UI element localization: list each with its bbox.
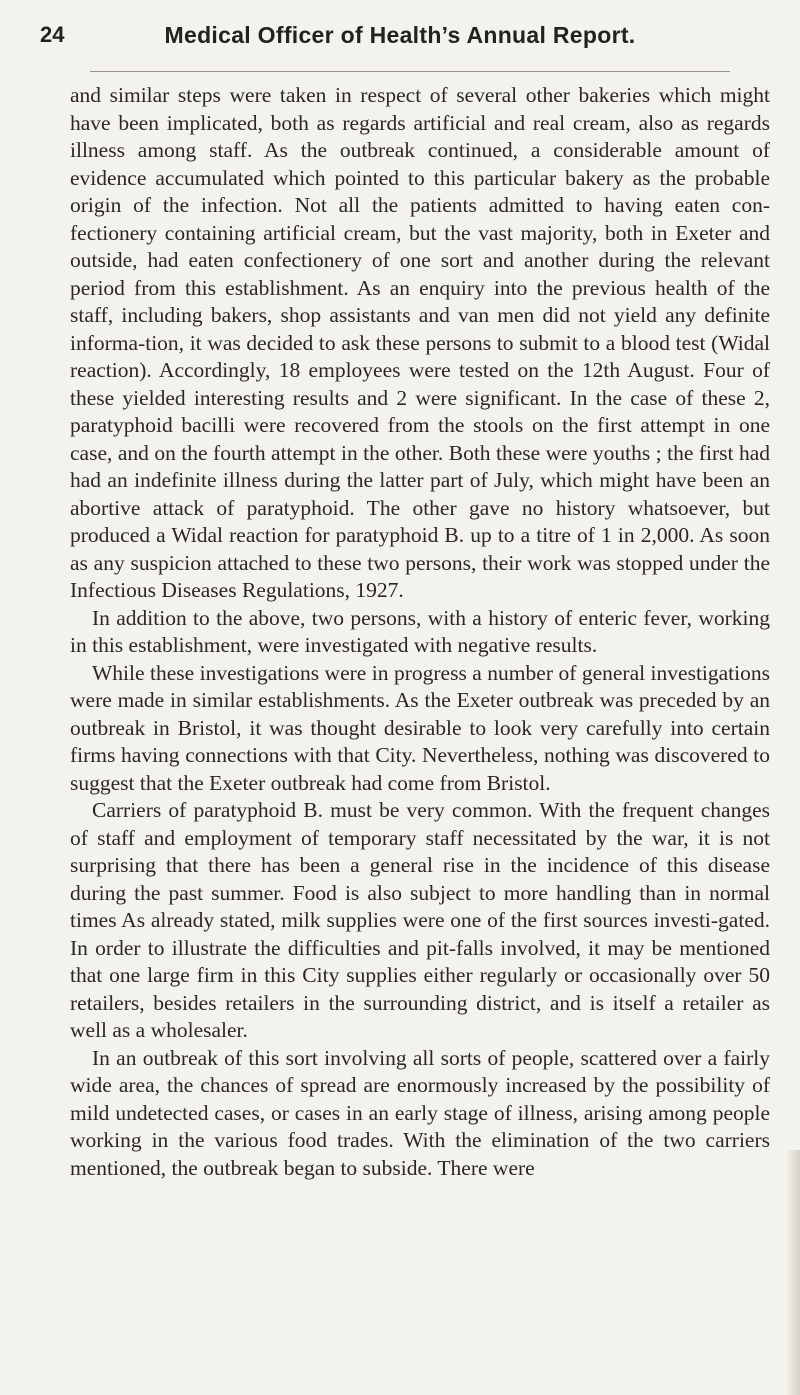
page-edge-shadow bbox=[786, 1150, 800, 1395]
paragraph-continuation: and similar steps were taken in respect of several other bakeries which might have been implicated, both as regards artificial and real cream, also as regards illness among staff. As the outbreak continued, a considerable amount of evidence accumulated which pointed to this particular bakery as the probable origin of the infection. Not all the patients admitted to having eaten con-fectionery containing artificial cream, but the vast majority, both in Exeter and outside, had eaten confectionery of one sort and another during the relevant period from this establishment. As an enquiry into the previous health of the staff, including bakers, shop assistants and van men did not yield any definite informa-tion, it was decided to ask these persons to submit to a blood test (Widal reaction). Accordingly, 18 employees were tested on the 12th August. Four of these yielded interesting results and 2 were significant. In the case of these 2, paratyphoid bacilli were recovered from the stools on the first attempt in one case, and on the fourth attempt in the other. Both these were youths ; the first had had an indefinite illness during the latter part of July, which might have been an abortive attack of paratyphoid. The other gave no history whatsoever, but produced a Widal reaction for paratyphoid B. up to a titre of 1 in 2,000. As soon as any suspicion attached to these two persons, their work was stopped under the Infectious Diseases Regulations, 1927. bbox=[70, 83, 770, 602]
page-number: 24 bbox=[40, 22, 65, 47]
header-rule bbox=[90, 71, 730, 72]
paragraph-outbreak-spread: In an outbreak of this sort involving all sorts of people, scattered over a fairly wide area, the chances of spread are enormously increased by the possibility of mild undetected cases, or cases in an early stage of illness, arising among people working in the various food trades. With the elimination of the two carriers mentioned, the outbreak began to subside. There were bbox=[70, 1045, 770, 1180]
report-body bbox=[70, 82, 770, 1182]
paragraph-carriers: Carriers of paratyphoid B. must be very common. With the frequent changes of staff and employment of temporary staff necessitated by the war, it is not surprising that there has been a general rise in the incidence of this disease during the past summer. Food is also subject to more handling than in normal times As already stated, milk supplies were one of the first sources investi-gated. In order to illustrate the difficulties and pit-falls involved, it may be mentioned that one large firm in this City supplies either regularly or occasionally over 50 retailers, besides retailers in the surrounding district, and is itself a retailer as well as a wholesaler. bbox=[70, 798, 770, 1042]
paragraph-general-investigations: While these investigations were in progress a number of general investigations were made in similar establishments. As the Exeter outbreak was preceded by an outbreak in Bristol, it was thought desirable to look very carefully into certain firms having connections with that City. Nevertheless, nothing was discovered to suggest that the Exeter outbreak had come from Bristol. bbox=[70, 660, 770, 795]
page-title: Medical Officer of Health’s Annual Report. bbox=[164, 22, 636, 48]
page-header bbox=[40, 18, 760, 62]
paragraph-enteric-fever: In addition to the above, two persons, with a history of enteric fever, working in this establishment, were investigated with negative results. bbox=[70, 605, 770, 657]
